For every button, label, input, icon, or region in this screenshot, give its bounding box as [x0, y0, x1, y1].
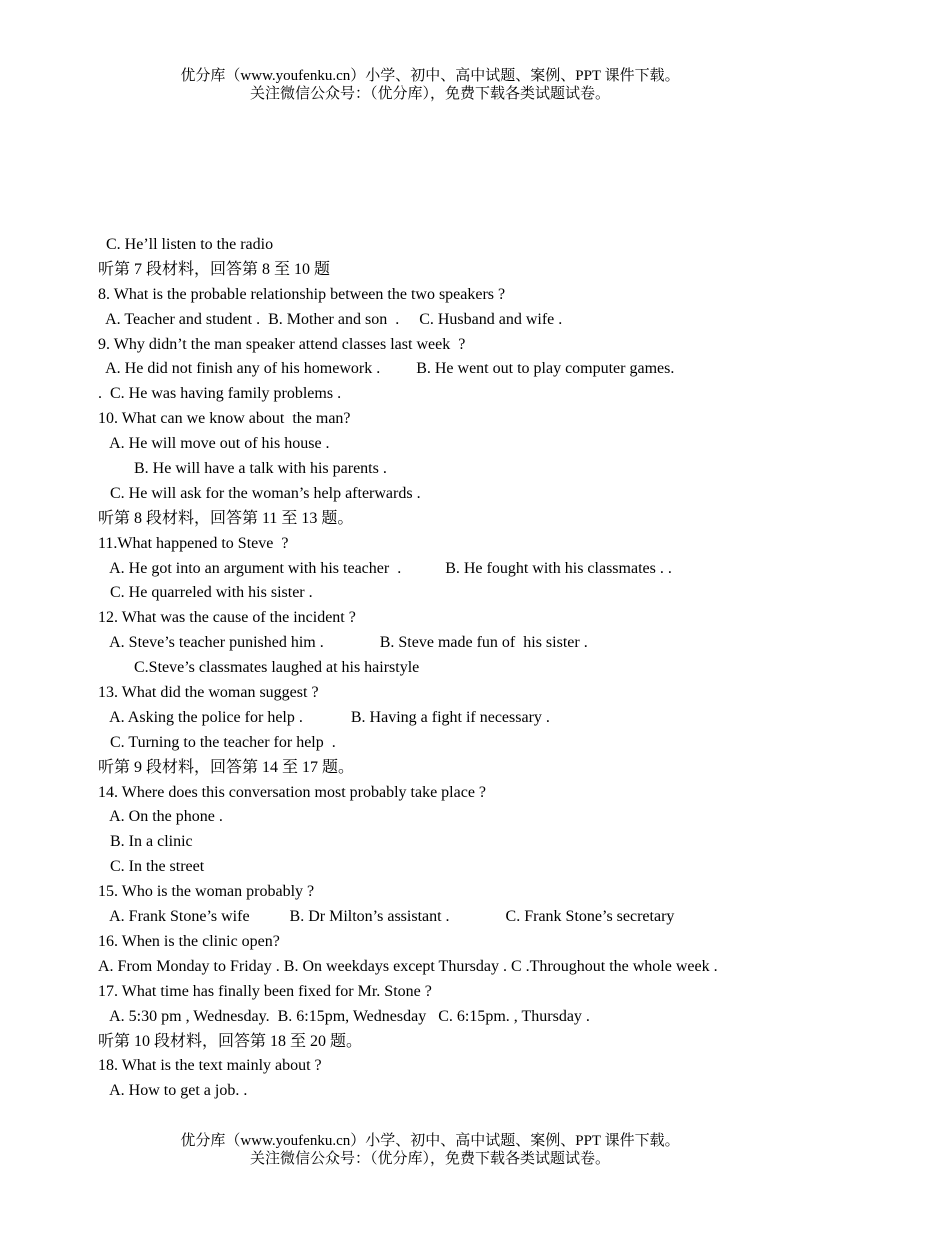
header-line-2: 关注微信公众号：（优分库），免费下载各类试题试卷。 [249, 86, 610, 102]
question-9-option-c: . C. He was having family problems . [98, 385, 342, 403]
page-footer [0, 1132, 860, 1168]
section-heading: 听第 10 段材料，回答第 18 至 20 题。 [98, 1032, 363, 1050]
question-15: 15. Who is the woman probably ? [98, 883, 315, 901]
text-line: C. He’ll listen to the radio [98, 236, 274, 253]
question-8-options: A. Teacher and student . B. Mother and son . C. Husband and wife . [98, 310, 563, 328]
question-11-options-ab: A. He got into an argument with his teacher . B. He fought with his classmates . . [98, 559, 672, 577]
question-15-options: A. Frank Stone’s wife B. Dr Milton’s assistant . C. Frank Stone’s secretary [98, 908, 675, 926]
page-header [0, 67, 860, 103]
question-13-options-ab: A. Asking the police for help . B. Having a fight if necessary . [98, 708, 550, 726]
question-9: 9. Why didn’t the man speaker attend classes last week ? [98, 335, 466, 353]
question-10: 10. What can we know about the man? [98, 410, 351, 428]
question-11-option-c: C. He quarreled with his sister . [98, 584, 313, 602]
section-heading: 听第 7 段材料，回答第 8 至 10 题 [98, 260, 331, 278]
question-14-option-a: A. On the phone . [98, 808, 223, 826]
question-13: 13. What did the woman suggest ? [98, 684, 319, 702]
document-body [98, 233, 778, 1104]
question-16-options: A. From Monday to Friday . B. On weekdays except Thursday . C .Throughout the whole week . [98, 957, 718, 975]
question-8: 8. What is the probable relationship between the two speakers ? [98, 285, 506, 303]
question-17: 17. What time has finally been fixed for Mr. Stone ? [98, 982, 432, 1000]
question-10-option-c: C. He will ask for the woman’s help afterwards . [98, 484, 421, 502]
footer-line-2: 关注微信公众号：（优分库），免费下载各类试题试卷。 [249, 1151, 610, 1167]
section-heading: 听第 9 段材料，回答第 14 至 17 题。 [98, 758, 355, 776]
question-16: 16. When is the clinic open? [98, 932, 280, 950]
question-18: 18. What is the text mainly about ? [98, 1057, 322, 1075]
header-line-1: 优分库（www.youfenku.cn）小学、初中、高中试题、案例、PPT 课件下载。 [180, 68, 680, 84]
section-heading: 听第 8 段材料，回答第 11 至 13 题。 [98, 509, 354, 527]
question-14-option-b: B. In a clinic [98, 833, 193, 851]
question-9-options-ab: A. He did not finish any of his homework . B. He went out to play computer games. [98, 360, 675, 378]
question-14: 14. Where does this conversation most probably take place ? [98, 783, 487, 801]
footer-line-1: 优分库（www.youfenku.cn）小学、初中、高中试题、案例、PPT 课件下载。 [180, 1133, 680, 1149]
question-10-option-b: B. He will have a talk with his parents . [98, 460, 387, 478]
question-11: 11.What happened to Steve ? [98, 534, 289, 552]
question-18-option-a: A. How to get a job. . [98, 1082, 248, 1100]
question-13-option-c: C. Turning to the teacher for help . [98, 733, 336, 751]
question-12: 12. What was the cause of the incident ? [98, 609, 356, 627]
question-12-option-c: C.Steve’s classmates laughed at his hairstyle [98, 659, 420, 677]
question-12-options-ab: A. Steve’s teacher punished him . B. Steve made fun of his sister . [98, 634, 588, 652]
question-14-option-c: C. In the street [98, 858, 205, 876]
question-17-options: A. 5:30 pm , Wednesday. B. 6:15pm, Wednesday C. 6:15pm. , Thursday . [98, 1007, 590, 1025]
question-10-option-a: A. He will move out of his house . [98, 435, 330, 453]
